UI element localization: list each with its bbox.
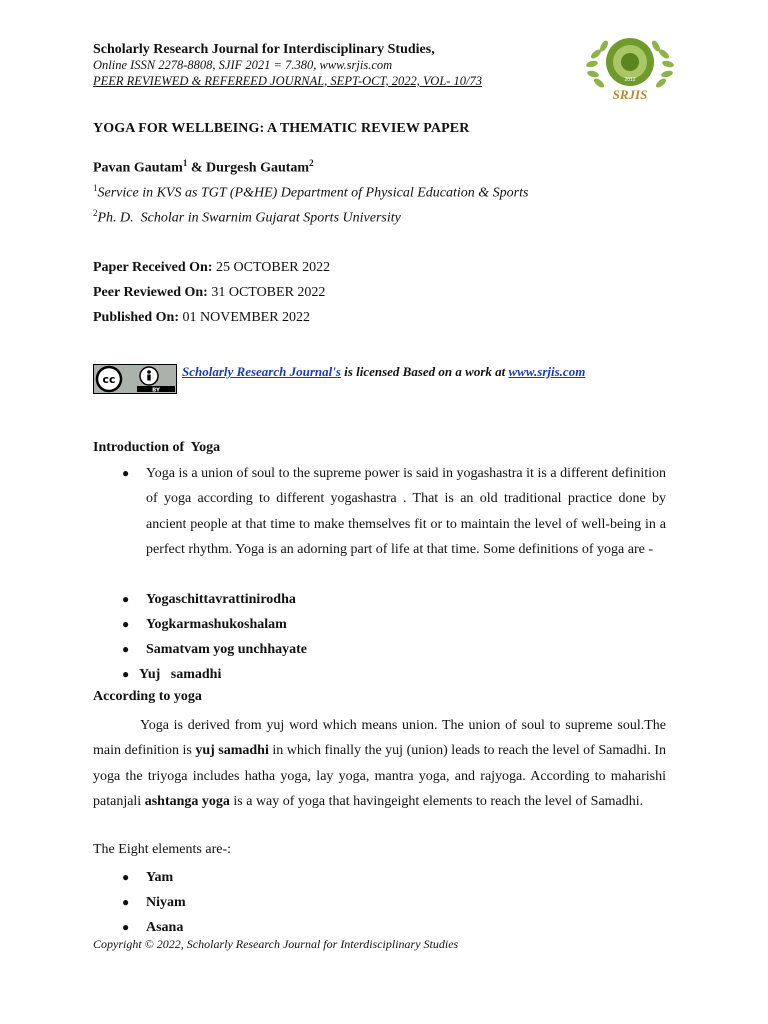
received-label: Paper Received On:: [93, 260, 213, 275]
author-sep: &: [187, 160, 207, 176]
laurel-right-icon: [650, 39, 674, 89]
license-statement: [182, 364, 585, 380]
journal-name: Scholarly Research Journal for Interdisciplinary Studies,: [93, 42, 435, 57]
element-item: Niyam: [146, 895, 186, 910]
author-1: Pavan Gautam: [93, 160, 183, 176]
paragraph-bold-2: ashtanga yoga: [144, 793, 230, 809]
definition-item: Yuj samadhi: [139, 667, 222, 682]
paragraph-part-1: Yoga is derived from yuj word which means union. The union of soul to supreme soul.The main definition is: [93, 718, 666, 759]
reviewed-label: Peer Reviewed On:: [93, 285, 208, 300]
srjis-logo: [582, 26, 678, 104]
journal-link[interactable]: Scholarly Research Journal's: [182, 364, 341, 379]
author-2: Durgesh Gautam: [206, 160, 310, 176]
affiliation-2: [93, 208, 401, 227]
received-date: [93, 260, 330, 276]
affiliation-2-text: Ph. D. Scholar in Swarnim Gujarat Sports University: [97, 210, 401, 226]
bullet-icon: ●: [122, 592, 130, 606]
paragraph-part-2: in which finally the yuj (union) leads to reach the level of Samadhi. In yoga the triyoga includes hatha yoga, lay yoga, mantra yoga, and rajyoga. According to maharishi patanjali: [93, 743, 666, 809]
copyright-footer: Copyright © 2022, Scholarly Research Journal for Interdisciplinary Studies: [93, 937, 459, 951]
logo-year: 2012: [624, 77, 636, 83]
bullet-icon: ●: [122, 667, 130, 681]
bullet-icon: ●: [122, 642, 130, 656]
review-line: PEER REVIEWED & REFEREED JOURNAL, SEPT-OCT, 2022, VOL- 10/73: [93, 74, 483, 88]
website-link[interactable]: www.srjis.com: [508, 364, 586, 379]
element-item: Asana: [146, 920, 184, 935]
definition-item: Yogaschittavrattinirodha: [146, 592, 296, 607]
logo-text: SRJIS: [612, 87, 648, 102]
affiliation-1-sup: 1: [93, 183, 98, 193]
section-heading-according: According to yoga: [93, 689, 202, 704]
author-2-sup: 2: [309, 158, 314, 168]
cc-by-license-badge[interactable]: [93, 364, 177, 394]
bullet-icon: ●: [122, 466, 130, 480]
authors: [93, 158, 314, 177]
eight-elements-heading: The Eight elements are-:: [93, 842, 231, 857]
laurel-left-icon: [585, 39, 609, 89]
by-text: BY: [152, 387, 160, 394]
issn-line: Online ISSN 2278-8808, SJIF 2021 = 7.380, www.srjis.com: [93, 58, 393, 72]
element-item: Yam: [146, 870, 174, 885]
affiliation-1: [93, 183, 528, 202]
received-value: 25 OCTOBER 2022: [212, 260, 331, 275]
published-label: Published On:: [93, 310, 179, 325]
bullet-icon: ●: [122, 920, 130, 934]
paper-title: YOGA FOR WELLBEING: A THEMATIC REVIEW PAPER: [93, 121, 470, 136]
bullet-icon: ●: [122, 617, 130, 631]
author-1-sup: 1: [182, 158, 188, 168]
affiliation-2-sup: 2: [93, 208, 98, 218]
body-paragraph: [93, 713, 666, 814]
reviewed-date: [93, 285, 325, 301]
license-middle: is licensed Based on a work at: [340, 364, 509, 379]
definition-item: Yogkarmashukoshalam: [146, 617, 287, 632]
paragraph-part-3: is a way of yoga that havingeight elements to reach the level of Samadhi.: [229, 793, 644, 809]
intro-bullet-text: Yoga is a union of soul to the supreme power is said in yogashastra it is a different definition of yoga according to different yogashastra . That is an old traditional practice done by ancient people at that time to make themselves fit or to maintain the level of well-being in a perfect rhythm. Yoga is an adorning part of life at that time. Some definitions of yoga are -: [146, 466, 666, 557]
bullet-icon: ●: [122, 895, 130, 909]
section-heading-introduction: Introduction of Yoga: [93, 440, 221, 455]
cc-text: cc: [102, 373, 116, 386]
bullet-icon: ●: [122, 870, 130, 884]
published-value: 01 NOVEMBER 2022: [178, 310, 311, 325]
published-date: [93, 310, 310, 326]
definition-item: Samatvam yog unchhayate: [146, 642, 308, 657]
paragraph-bold-1: yuj samadhi: [195, 743, 269, 759]
affiliation-1-text: Service in KVS as TGT (P&HE) Department of Physical Education & Sports: [97, 185, 529, 201]
reviewed-value: 31 OCTOBER 2022: [207, 285, 326, 300]
